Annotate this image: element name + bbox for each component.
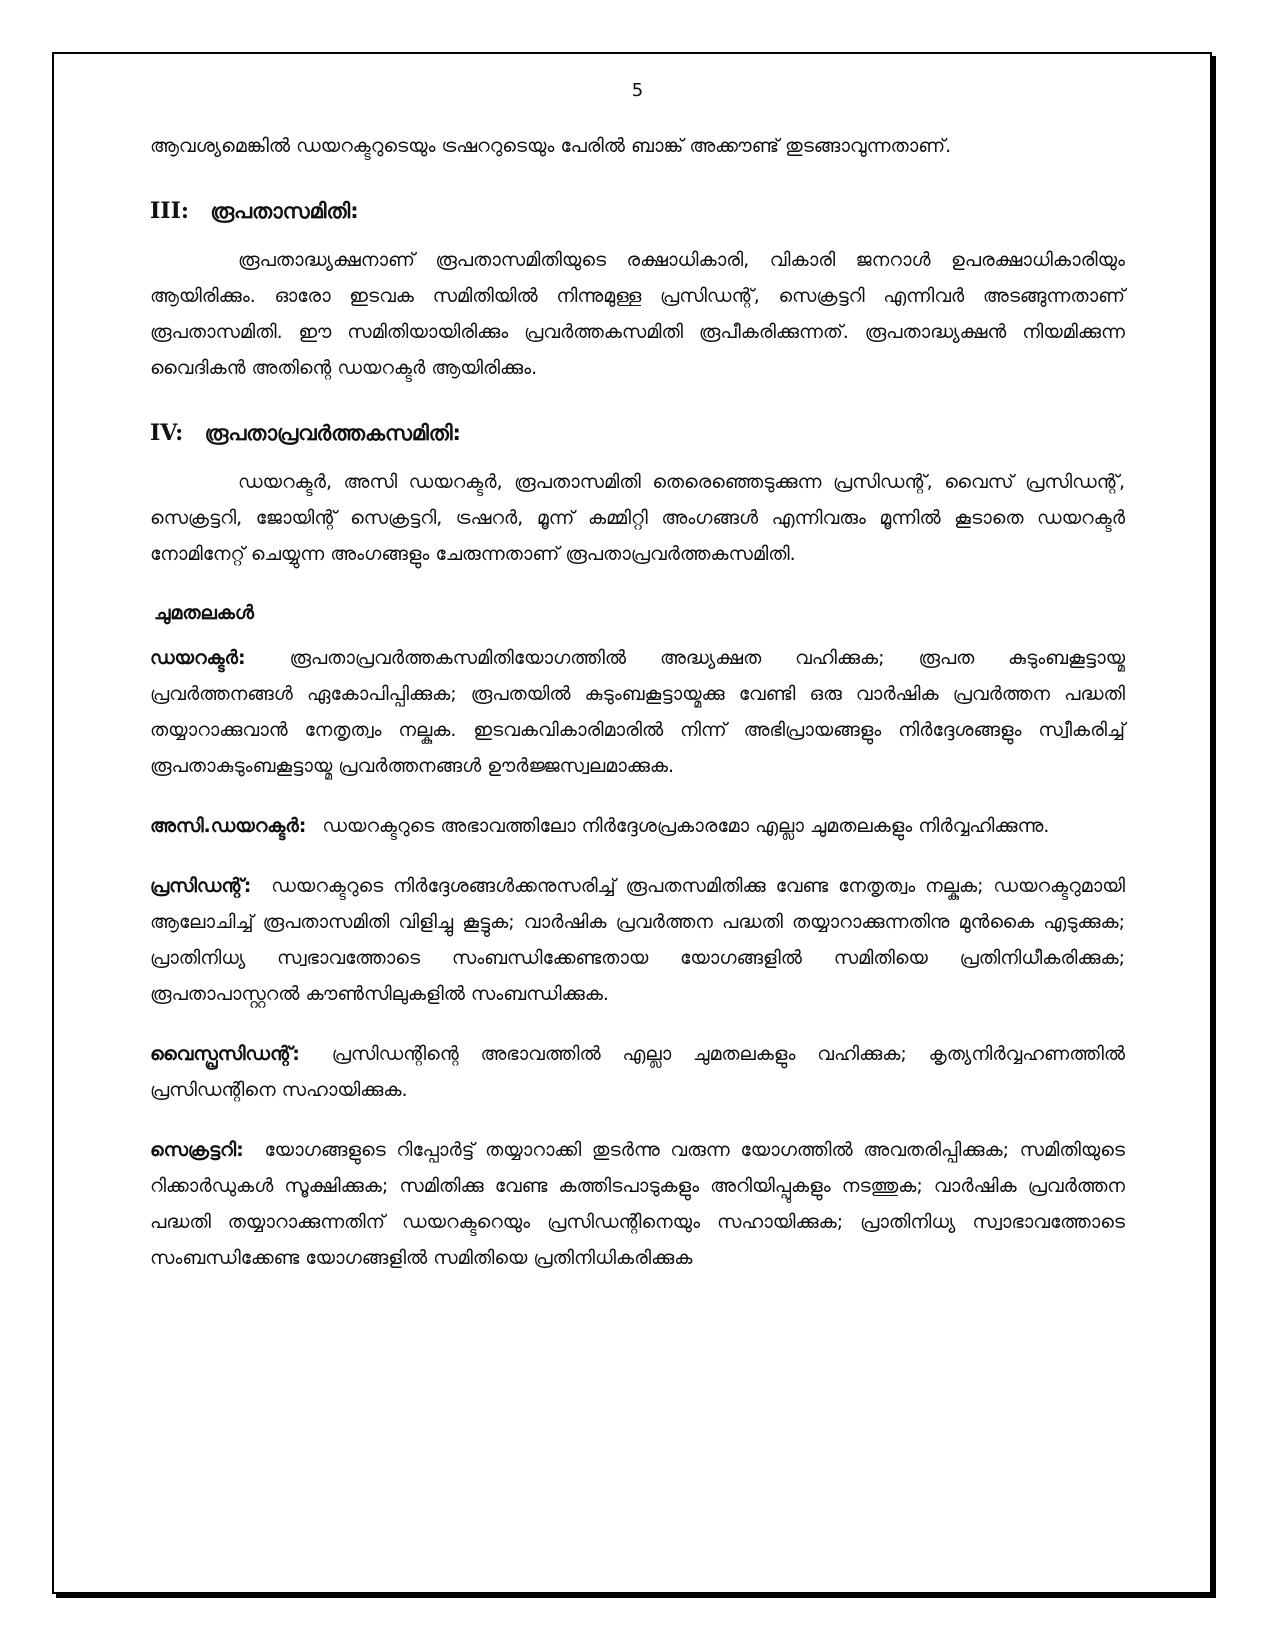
intro-paragraph: ആവശ്യമെങ്കിൽ ഡയറക്ടറുടെയും ട്രഷററുടെയും പേരിൽ ബാങ്ക് അക്കൗണ്ട് തുടങ്ങാവുന്നതാണ്.: [150, 135, 952, 157]
section-4-paragraph: ഡയറക്ടർ, അസി ഡയറക്ടർ, രൂപതാസമിതി തെരെഞ്ഞെടുക്കുന്ന പ്രസിഡന്റ്, വൈസ് പ്രസിഡന്റ്, സെക്രട്ടറി, ജോയിന്റ് സെക്രട്ടറി, ട്രഷറർ, മൂന്ന് കമ്മിറ്റി അംഗങ്ങൾ എന്നിവരും മൂന്നിൽ കൂടാതെ ഡയറക്ടർ നോമിനേറ്റ് ചെയ്യുന്ന അംഗങ്ങളും ചേരുന്നതാണ് രൂപതാപ്രവർത്തകസമിതി.: [150, 471, 1125, 565]
duty-secretary: [150, 1132, 1125, 1276]
duty-role: വൈസ്പ്രസിഡന്റ്: [150, 1043, 293, 1065]
section-4-title: രൂപതാപ്രവർത്തകസമിതി:: [204, 421, 461, 445]
duty-text: ഡയറക്ടറുടെ നിർദ്ദേശങ്ങൾക്കനുസരിച്ച് രൂപതസമിതിക്കു വേണ്ട നേതൃത്വം നല്കുക; ഡയറക്ടറുമായി ആലോചിച്ച് രൂപതാസമിതി വിളിച്ചു കൂട്ടുക; വാർഷിക പ്രവർത്തന പദ്ധതി തയ്യാറാക്കുന്നതിനു മുൻകൈ എടുക്കുക; പ്രാതിനിധ്യ സ്വഭാവത്തോടെ സംബന്ധിക്കേണ്ടതായ യോഗങ്ങളിൽ സമിതിയെ പ്രതിനിധീകരിക്കുക; രൂപതാപാസ്റ്ററൽ കൗൺസിലുകളിൽ സംബന്ധിക്കുക.: [150, 875, 1125, 1005]
duty-role: അസി.ഡയറക്ടർ: [150, 815, 299, 837]
duty-role: ഡയറക്ടർ: [150, 647, 238, 669]
duty-role-separator: :: [298, 815, 307, 837]
section-heading-3: [150, 198, 1125, 224]
section-3-number: III:: [150, 198, 189, 224]
document-body: [150, 128, 1125, 1300]
section-heading-4: [150, 420, 1125, 446]
duty-role: സെക്രട്ടറി: [150, 1139, 237, 1161]
duty-president: [150, 868, 1125, 1012]
duty-role: പ്രസിഡന്റ്: [150, 875, 244, 897]
duty-text: പ്രസിഡന്റിന്റെ അഭാവത്തിൽ എല്ലാ ചുമതലകളും വഹിക്കുക; കൃത്യനിർവ്വഹണത്തിൽ പ്രസിഡന്റിനെ സഹായിക്കുക.: [150, 1043, 1125, 1101]
section-3-paragraph: രൂപതാദ്ധ്യക്ഷനാണ് രൂപതാസമിതിയുടെ രക്ഷാധികാരി, വികാരി ജനറാൾ ഉപരക്ഷാധികാരിയും ആയിരിക്കും. ഓരോ ഇടവക സമിതിയിൽ നിന്നുമുള്ള പ്രസിഡന്റ്, സെക്രട്ടറി എന്നിവർ അടങ്ങുന്നതാണ് രൂപതാസമിതി. ഈ സമിതിയായിരിക്കും പ്രവർത്തകസമിതി രൂപീകരിക്കുന്നത്. രൂപതാദ്ധ്യക്ഷൻ നിയമിക്കുന്ന വൈദികൻ അതിന്റെ ഡയറക്ടർ ആയിരിക്കും.: [150, 249, 1125, 379]
duty-text: ഡയറക്ടറുടെ അഭാവത്തിലോ നിർദ്ദേശപ്രകാരമോ എല്ലാ ചുമതലകളും നിർവ്വഹിക്കുന്നു.: [322, 815, 1050, 837]
page-number: 5: [631, 80, 644, 101]
duty-director: [150, 640, 1125, 784]
duty-role-separator: :: [237, 647, 246, 669]
duty-role-separator: :: [292, 1043, 300, 1065]
duty-vice-president: [150, 1036, 1125, 1108]
responsibilities-heading: ചുമതലകൾ: [154, 602, 254, 624]
duty-text: രൂപതാപ്രവർത്തകസമിതിയോഗത്തിൽ അദ്ധ്യക്ഷത വഹിക്കുക; രൂപത കുടുംബകൂട്ടായ്മ പ്രവർത്തനങ്ങൾ ഏകോപിപ്പിക്കുക; രൂപതയിൽ കുടുംബകൂട്ടായ്മക്കു വേണ്ടി ഒരു വാർഷിക പ്രവർത്തന പദ്ധതി തയ്യാറാക്കുവാൻ നേതൃത്വം നല്കുക. ഇടവകവികാരിമാരിൽ നിന്ന് അഭിപ്രായങ്ങളും നിർദ്ദേശങ്ങളും സ്വീകരിച്ച് രൂപതാകുടുംബകൂട്ടായ്മ പ്രവർത്തനങ്ങൾ ഊർജ്ജസ്വലമാക്കുക.: [150, 647, 1125, 777]
section-4-number: IV:: [150, 420, 184, 446]
duty-role-separator: :: [243, 875, 252, 897]
duty-asst-director: [150, 808, 1125, 844]
section-3-title: രൂപതാസമിതി:: [210, 199, 359, 223]
duty-text: യോഗങ്ങളുടെ റിപ്പോർട്ട് തയ്യാറാക്കി തുടർന്നു വരുന്ന യോഗത്തിൽ അവതരിപ്പിക്കുക; സമിതിയുടെ റിക്കാർഡുകൾ സൂക്ഷിക്കുക; സമിതിക്കു വേണ്ട കത്തിടപാടുകളും അറിയിപ്പുകളും നടത്തുക; വാർഷിക പ്രവർത്തന പദ്ധതി തയ്യാറാക്കുന്നതിന് ഡയറക്ടറെയും പ്രസിഡന്റിനെയും സഹായിക്കുക; പ്രാതിനിധ്യ സ്വാഭാവത്തോടെ സംബന്ധിക്കേണ്ട യോഗങ്ങളിൽ സമിതിയെ പ്രതിനിധികരിക്കുക: [150, 1139, 1125, 1269]
duty-role-separator: :: [236, 1139, 244, 1161]
